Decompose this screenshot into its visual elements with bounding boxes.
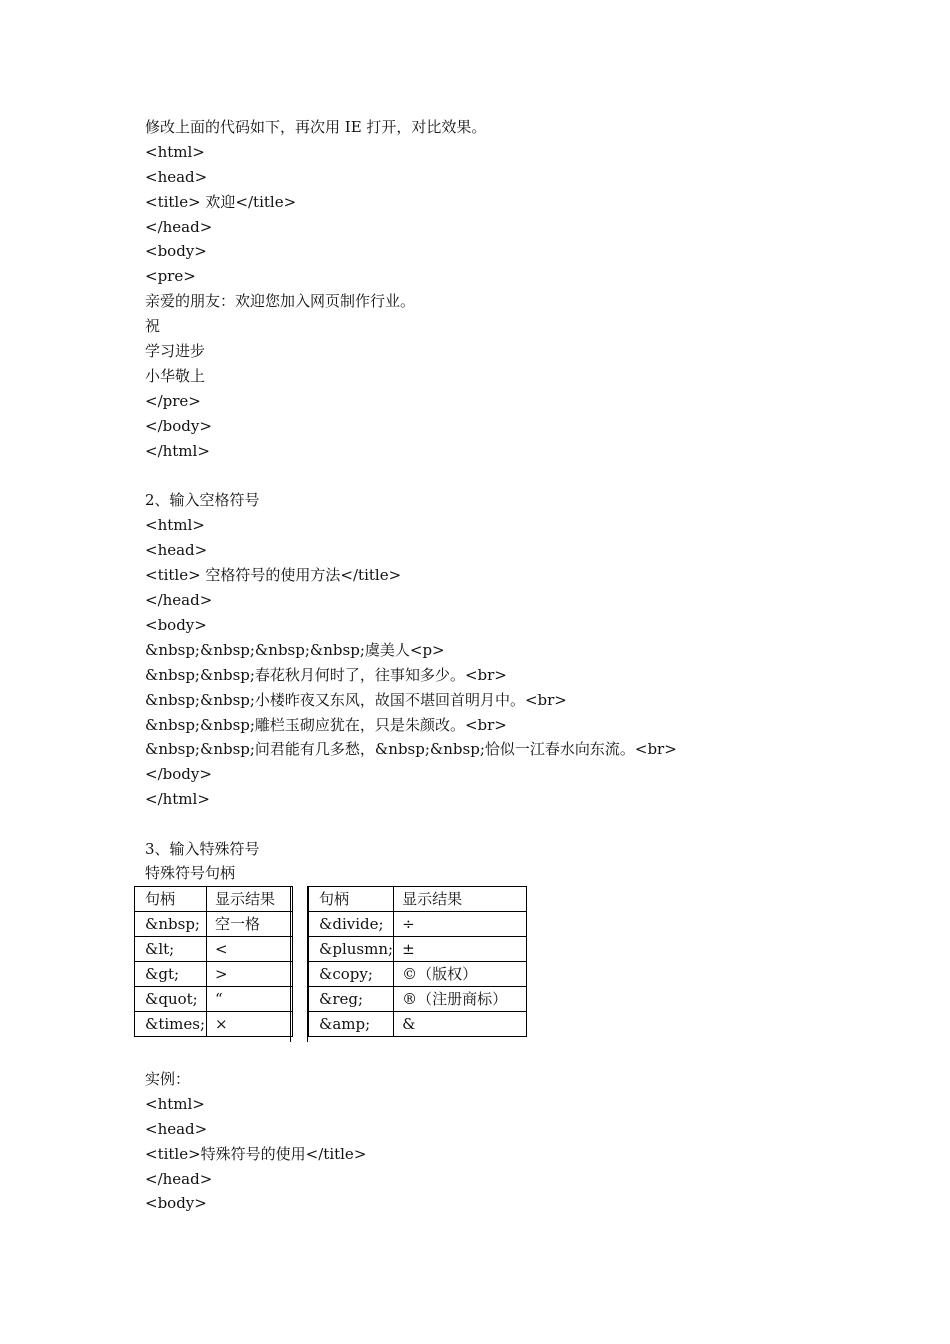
table-cell: &nbsp; <box>135 912 207 937</box>
column-header: 显示结果 <box>207 887 293 912</box>
table-caption: 特殊符号句柄 <box>145 864 236 882</box>
table-cell: &lt; <box>135 937 207 962</box>
table-row <box>135 962 293 987</box>
table-row <box>309 937 527 962</box>
code-line: <body> <box>145 1194 207 1212</box>
code-line: <title> 空格符号的使用方法</title> <box>145 566 402 584</box>
table-header-row <box>309 887 527 912</box>
table-cell: > <box>207 962 293 987</box>
table-row <box>135 937 293 962</box>
code-line: &nbsp;&nbsp;&nbsp;&nbsp;虞美人<p> <box>145 641 445 659</box>
column-header: 句柄 <box>135 887 207 912</box>
example-label: 实例： <box>145 1070 191 1088</box>
code-line: </head> <box>145 591 213 609</box>
code-line: <head> <box>145 168 208 186</box>
code-line: &nbsp;&nbsp;春花秋月何时了，往事知多少。<br> <box>145 666 507 684</box>
table-cell: &reg; <box>309 987 394 1012</box>
table-cell: ÷ <box>394 912 527 937</box>
table-row <box>135 912 293 937</box>
table-cell: &quot; <box>135 987 207 1012</box>
code-line: </html> <box>145 442 210 460</box>
code-line: 祝 <box>145 317 161 335</box>
table-cell: ®（注册商标） <box>394 987 527 1012</box>
table-cell: ± <box>394 937 527 962</box>
table-row <box>309 1012 527 1037</box>
code-line: </head> <box>145 1170 213 1188</box>
table-cell: < <box>207 937 293 962</box>
table-cell: &divide; <box>309 912 394 937</box>
code-line: <head> <box>145 1120 208 1138</box>
table-row <box>135 987 293 1012</box>
code-line: <body> <box>145 242 207 260</box>
table-cell: &gt; <box>135 962 207 987</box>
code-line: 学习进步 <box>145 342 206 360</box>
code-line: <head> <box>145 541 208 559</box>
table-cell: &copy; <box>309 962 394 987</box>
code-line: <title> 欢迎</title> <box>145 193 297 211</box>
code-line: </head> <box>145 218 213 236</box>
code-line: &nbsp;&nbsp;小楼昨夜又东风，故国不堪回首明月中。<br> <box>145 691 567 709</box>
table-spacer-column <box>290 886 308 1042</box>
code-line: &nbsp;&nbsp;问君能有几多愁，&nbsp;&nbsp;恰似一江春水向东流。<br> <box>145 740 677 758</box>
table-cell: “ <box>207 987 293 1012</box>
table-row <box>135 1012 293 1037</box>
table-cell: & <box>394 1012 527 1037</box>
symbol-table-left <box>134 886 293 1037</box>
table-cell: &plusmn; <box>309 937 394 962</box>
table-cell: 空一格 <box>207 912 293 937</box>
column-header: 句柄 <box>309 887 394 912</box>
code-line: <body> <box>145 616 207 634</box>
column-header: 显示结果 <box>394 887 527 912</box>
section-heading: 3、输入特殊符号 <box>145 840 260 858</box>
table-cell: &amp; <box>309 1012 394 1037</box>
code-line: </body> <box>145 417 212 435</box>
table-cell: × <box>207 1012 293 1037</box>
intro-text: 修改上面的代码如下，再次用 IE 打开，对比效果。 <box>145 118 487 136</box>
code-line: <html> <box>145 143 205 161</box>
code-line: <pre> <box>145 267 196 285</box>
table-row <box>309 987 527 1012</box>
code-line: </body> <box>145 765 212 783</box>
code-line: 小华敬上 <box>145 367 206 385</box>
code-line: <html> <box>145 1095 205 1113</box>
code-line: &nbsp;&nbsp;雕栏玉砌应犹在，只是朱颜改。<br> <box>145 716 507 734</box>
code-line: 亲爱的朋友：欢迎您加入网页制作行业。 <box>145 292 416 310</box>
symbol-table-right <box>308 886 527 1037</box>
table-header-row <box>135 887 293 912</box>
code-line: </pre> <box>145 392 201 410</box>
code-line: <html> <box>145 516 205 534</box>
code-line: </html> <box>145 790 210 808</box>
table-row <box>309 912 527 937</box>
code-line: <title>特殊符号的使用</title> <box>145 1145 367 1163</box>
table-cell: &times; <box>135 1012 207 1037</box>
table-cell: ©（版权） <box>394 962 527 987</box>
section-heading: 2、输入空格符号 <box>145 491 260 509</box>
table-row <box>309 962 527 987</box>
